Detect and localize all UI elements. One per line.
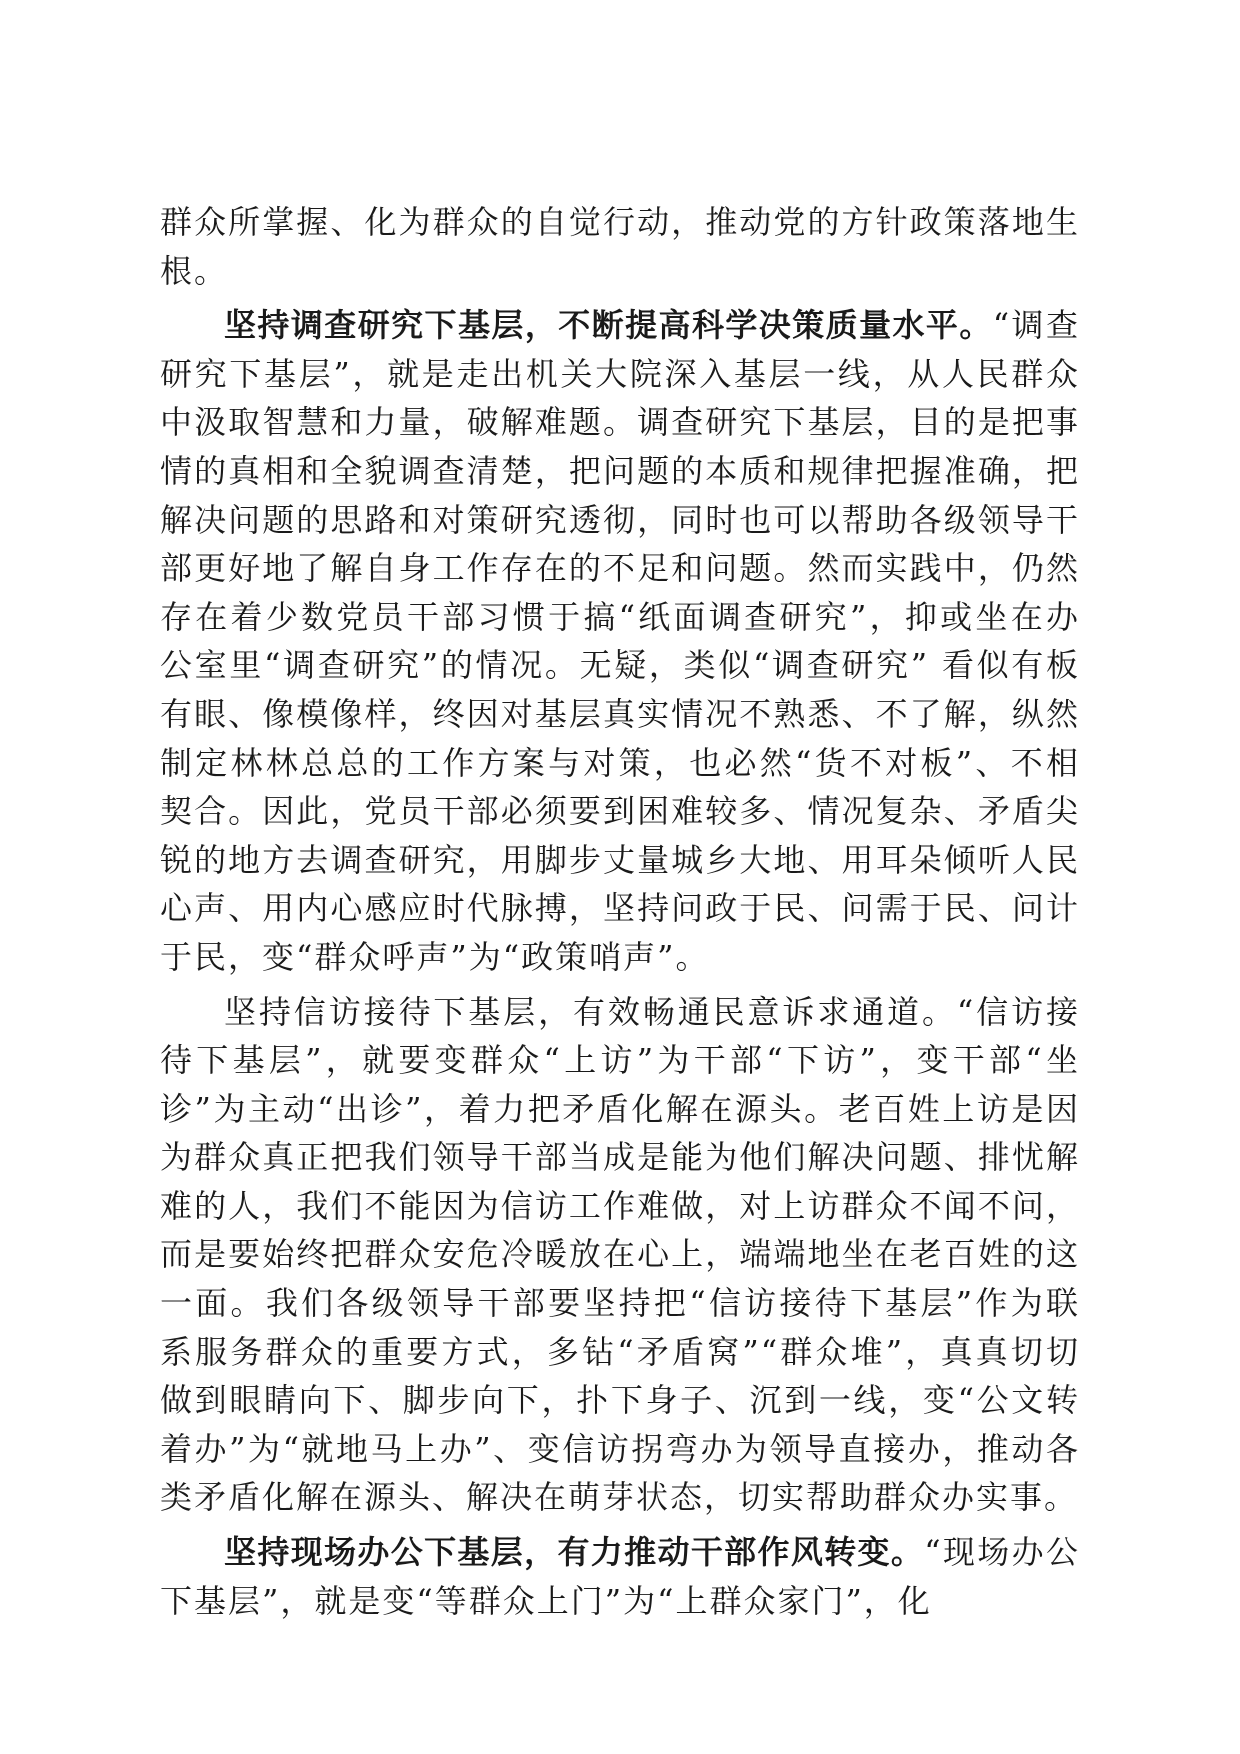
paragraph-research (160, 301, 1080, 981)
paragraph-onsite (160, 1528, 1080, 1625)
paragraph-body: “现场办公下基层”，就是变“等群众上门”为“上群众家门”，化 (160, 1533, 1080, 1620)
document-page (160, 198, 1080, 1625)
paragraph-lead-heading: 坚持调查研究下基层，不断提高科学决策质量水平。 (224, 306, 993, 345)
paragraph-body: 坚持信访接待下基层，有效畅通民意诉求通道。“信访接待下基层”，就要变群众“上访”为干部“下访”，变干部“坐诊”为主动“出诊”，着力把矛盾化解在源头。老百姓上访是因为群众真正把我们领导干部当成是能为他们解决问题、排忧解难的人，我们不能因为信访工作难做，对上访群众不闻不问，而是要始终把群众安危冷暖放在心上，端端地坐在老百姓的这一面。我们各级领导干部要坚持把“信访接待下基层”作为联系服务群众的重要方式，多钻“矛盾窝”“群众堆”，真真切切做到眼睛向下、脚步向下，扑下身子、沉到一线，变“公文转着办”为“就地马上办”、变信访拐弯办为领导直接办，推动各类矛盾化解在源头、解决在萌芽状态，切实帮助群众办实事。 (160, 992, 1080, 1517)
paragraph-body: 群众所掌握、化为群众的自觉行动，推动党的方针政策落地生根。 (160, 203, 1080, 290)
paragraph-continuation (160, 198, 1080, 295)
paragraph-lead-heading: 坚持现场办公下基层，有力推动干部作风转变。 (224, 1533, 925, 1572)
paragraph-petition (160, 988, 1080, 1523)
paragraph-body: “调查研究下基层”，就是走出机关大院深入基层一线，从人民群众中汲取智慧和力量，破解难题。调查研究下基层，目的是把事情的真相和全貌调查清楚，把问题的本质和规律把握准确，把解决问题的思路和对策研究透彻，同时也可以帮助各级领导干部更好地了解自身工作存在的不足和问题。然而实践中，仍然存在着少数党员干部习惯于搞“纸面调查研究”，抑或坐在办公室里“调查研究”的情况。无疑，类似“调查研究” 看似有板有眼、像模像样，终因对基层真实情况不熟悉、不了解，纵然制定林林总总的工作方案与对策，也必然“货不对板”、不相契合。因此，党员干部必须要到困难较多、情况复杂、矛盾尖锐的地方去调查研究，用脚步丈量城乡大地、用耳朵倾听人民心声、用内心感应时代脉搏，坚持问政于民、问需于民、问计于民，变“群众呼声”为“政策哨声”。 (160, 306, 1080, 976)
